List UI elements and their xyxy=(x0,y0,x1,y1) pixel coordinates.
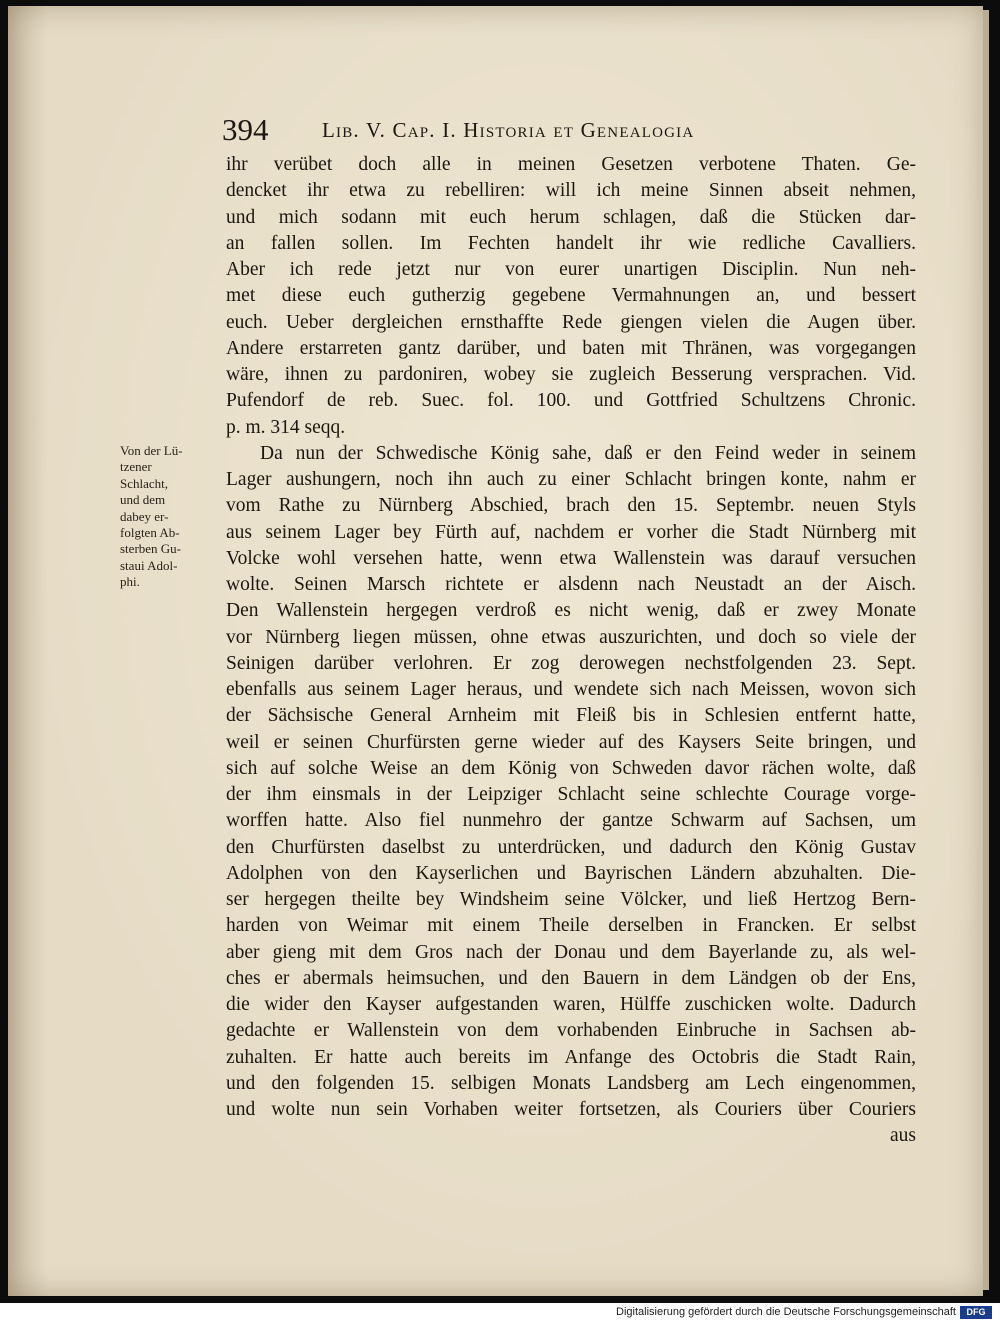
text-line: zuhalten. Er hatte auch bereits im Anfange des Octobris die Stadt Rain, xyxy=(226,1046,916,1068)
text-line: an fallen sollen. Im Fechten handelt ihr wie redliche Cavalliers. xyxy=(226,232,916,254)
catchword: aus xyxy=(890,1125,916,1147)
margin-note-line: tzener xyxy=(120,459,152,475)
dfg-logo: DFG xyxy=(960,1306,992,1319)
text-line: Pufendorf de reb. Suec. fol. 100. und Gottfried Schultzens Chronic. xyxy=(226,390,916,412)
text-line: gedachte er Wallenstein von dem vorhabenden Einbruche in Sachsen ab- xyxy=(226,1020,916,1042)
text-line: ser hergegen theilte bey Windsheim seine Völcker, und ließ Hertzog Bern- xyxy=(226,889,916,910)
text-line: ches er abermals heimsuchen, und den Bauern in dem Ländgen ob der Ens, xyxy=(226,967,916,989)
text-line: und wolte nun sein Vorhaben weiter fortsetzen, als Couriers über Couriers xyxy=(226,1099,916,1120)
text-line: worffen hatte. Also fiel nunmehro der gantze Schwarm auf Sachsen, um xyxy=(226,810,916,832)
margin-note-line: Von der Lü- xyxy=(120,443,183,458)
text-line: und mich sodann mit euch herum schlagen, daß die Stücken dar- xyxy=(226,206,916,228)
text-line: und den folgenden 15. selbigen Monats Landsberg am Lech eingenommen, xyxy=(226,1072,916,1094)
text-line: ihr verübet doch alle in meinen Gesetzen verbotene Thaten. Ge- xyxy=(226,154,916,175)
margin-note-line: Schlacht, xyxy=(120,475,169,491)
text-line: dencket ihr etwa zu rebelliren: will ich meine Sinnen abseit nehmen, xyxy=(226,180,916,202)
text-line: Seinigen darüber verlohren. Er zog derowegen nechstfolgenden 23. Sept. xyxy=(226,652,916,674)
text-line: Adolphen von den Kayserlichen und Bayrischen Ländern abzuhalten. Die- xyxy=(226,862,916,884)
running-head: Lib. V. Cap. I. Historia et Genealogia xyxy=(322,118,695,142)
text-line: wäre, ihnen zu pardoniren, wobey sie zugleich Besserung versprachen. Vid. xyxy=(226,364,916,385)
text-line: Aber ich rede jetzt nur von eurer unartigen Disciplin. Nun neh- xyxy=(226,259,916,280)
text-line: aber gieng mit dem Gros nach der Donau und dem Bayerlande zu, als wel- xyxy=(226,941,916,963)
footer-credit: Digitalisierung gefördert durch die Deutsche Forschungsgemeinschaft xyxy=(616,1306,956,1318)
text-line: vom Rathe zu Nürnberg Abschied, brach den 15. Septembr. neuen Styls xyxy=(226,495,916,517)
text-line: der Sächsische General Arnheim mit Fleiß bis in Schlesien entfernt hatte, xyxy=(226,705,916,727)
margin-note xyxy=(120,443,224,591)
text-line: den Churfürsten daselbst zu unterdrücken, und dadurch den König Gustav xyxy=(226,836,916,858)
paragraph-start-line: Da nun der Schwedische König sahe, daß er den Feind weder in seinem xyxy=(260,442,916,464)
margin-note-line: dabey er- xyxy=(120,508,169,524)
text-line: vor Nürnberg liegen müssen, ohne etwas auszurichten, und doch so viele der xyxy=(226,626,916,648)
margin-note-line: staui Adol- xyxy=(120,557,178,573)
text-line: met diese euch gutherzig gegebene Vermahnungen an, und bessert xyxy=(226,285,916,307)
text-line: sich auf solche Weise an dem König von Schweden davor rächen wolte, daß xyxy=(226,757,916,779)
text-line: der ihm einsmals in der Leipziger Schlacht seine schlechte Courage vorge- xyxy=(226,784,916,805)
text-line: aus seinem Lager bey Fürth auf, nachdem er vorher die Stadt Nürnberg mit xyxy=(226,521,916,543)
text-line: Volcke wohl versehen hatte, wenn etwa Wallenstein was darauf versuchen xyxy=(226,547,916,569)
margin-note-line: folgten Ab- xyxy=(120,525,180,541)
text-line: harden von Weimar mit einem Theile derselben in Francken. Er selbst xyxy=(226,915,916,937)
text-line: Andere erstarreten gantz darüber, und baten mit Thränen, was vorgegangen xyxy=(226,337,916,359)
page-header xyxy=(222,112,922,148)
text-line: Den Wallenstein hergegen verdroß es nicht wenig, daß er zwey Monate xyxy=(226,600,916,622)
text-line: p. m. 314 seqq. xyxy=(226,416,346,438)
text-line: wolte. Seinen Marsch richtete er alsdenn nach Neustadt an der Aisch. xyxy=(226,574,916,595)
margin-note-line: sterben Gu- xyxy=(120,541,182,557)
page-number: 394 xyxy=(222,112,269,147)
text-line: Lager aushungern, noch ihn auch zu einer Schlacht bringen konte, nahm er xyxy=(226,469,916,490)
body-text xyxy=(226,152,916,1150)
page-edge xyxy=(983,10,989,1290)
margin-note-line: und dem xyxy=(120,492,166,508)
margin-note-line: phi. xyxy=(120,574,140,590)
text-line: die wider den Kayser aufgestanden waren, Hülffe zuschicken wolte. Dadurch xyxy=(226,994,916,1015)
text-line: euch. Ueber dergleichen ernsthaffte Rede giengen vielen die Augen über. xyxy=(226,311,916,333)
text-line: weil er seinen Churfürsten gerne wieder auf des Kaysers Seite bringen, und xyxy=(226,731,916,753)
text-line: ebenfalls aus seinem Lager heraus, und wendete sich nach Meissen, wovon sich xyxy=(226,679,916,700)
